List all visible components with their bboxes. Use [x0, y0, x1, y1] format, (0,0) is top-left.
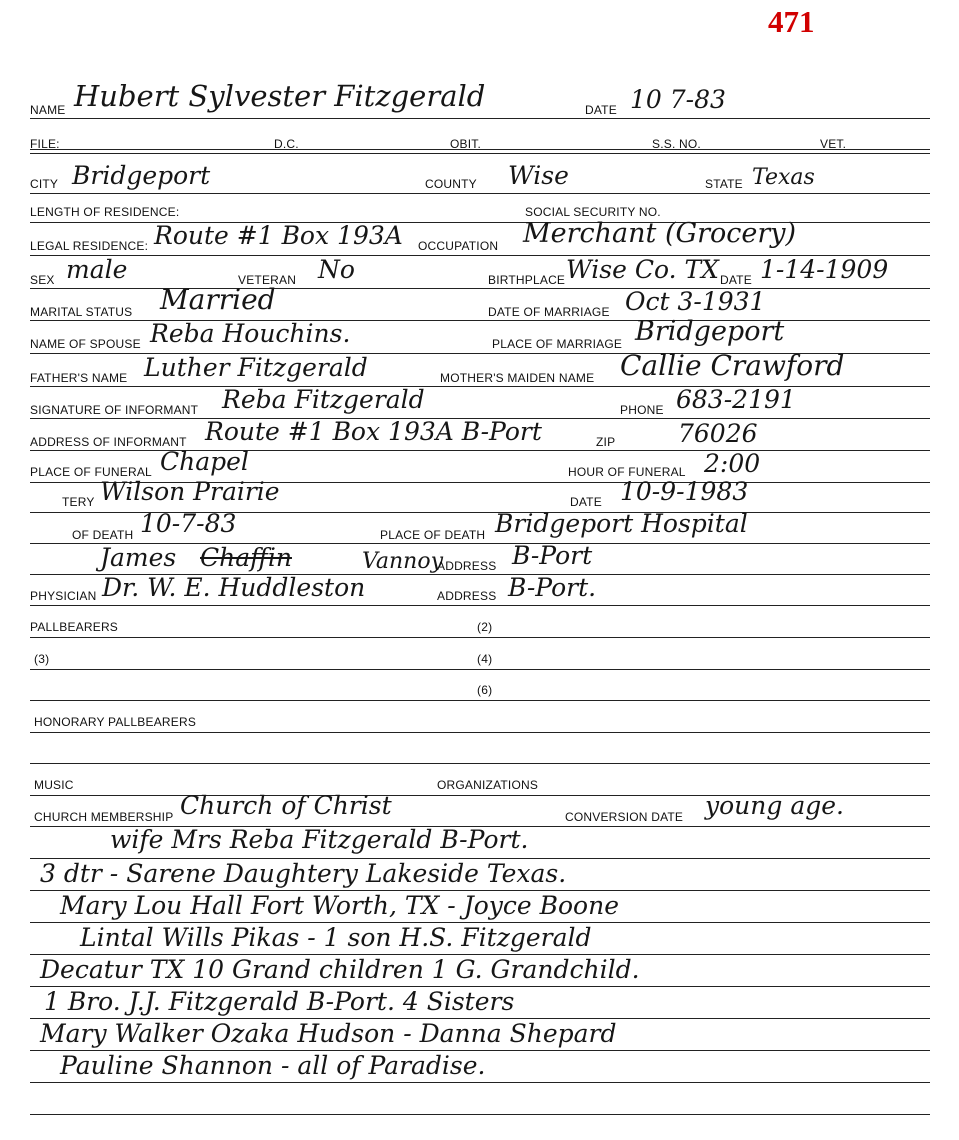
value-occupation: Merchant (Grocery) [523, 218, 797, 249]
value-mothers-maiden-name: Callie Crawford [620, 349, 845, 382]
label-signature-of-informant: SIGNATURE OF INFORMANT [30, 403, 199, 417]
value-name: Hubert Sylvester Fitzgerald [74, 79, 486, 113]
label-phone: PHONE [620, 403, 664, 417]
rule [30, 637, 930, 638]
value-hour-of-funeral: 2:00 [704, 449, 761, 478]
label-place-of-funeral: PLACE OF FUNERAL [30, 465, 152, 479]
label-address1: ADDRESS [437, 559, 497, 573]
label-sex: SEX [30, 273, 55, 287]
value-legal-residence: Route #1 Box 193A [154, 221, 403, 250]
label-pallbearers: PALLBEARERS [30, 620, 119, 634]
label-date-of-death: OF DEATH [72, 528, 134, 542]
value-sex: male [66, 255, 128, 284]
label-city: CITY [30, 177, 59, 191]
label-length-of-residence: LENGTH OF RESIDENCE: [30, 205, 180, 219]
label-zip: ZIP [596, 435, 616, 449]
label-birthplace: BIRTHPLACE [488, 273, 566, 287]
label-physician: PHYSICIAN [30, 589, 97, 603]
note-line: Lintal Wills Pikas - 1 son H.S. Fitzgerald [80, 923, 592, 952]
label-date: DATE [585, 103, 617, 117]
value-address1: B-Port [512, 541, 593, 570]
value-physician: Dr. W. E. Huddleston [102, 573, 366, 602]
label-cemetery: TERY [62, 495, 95, 509]
label-church-membership: CHURCH MEMBERSHIP [34, 810, 174, 824]
value-cemetery: Wilson Prairie [100, 477, 280, 506]
value-veteran: No [318, 255, 355, 284]
label-music: MUSIC [34, 778, 74, 792]
label-name: NAME [30, 103, 66, 117]
value-marital-status: Married [160, 283, 276, 316]
value-conversion-date: young age. [705, 791, 844, 820]
value-line-name-a: James [100, 543, 177, 572]
value-address2: B-Port. [508, 573, 597, 602]
label-county: COUNTY [425, 177, 477, 191]
value-fathers-name: Luther Fitzgerald [144, 353, 368, 382]
value-line-name-struck: Chaffin [200, 543, 292, 572]
label-dc: D.C. [274, 137, 299, 151]
label-place-of-marriage: PLACE OF MARRIAGE [492, 337, 623, 351]
note-line: 1 Bro. J.J. Fitzgerald B-Port. 4 Sisters [44, 987, 515, 1016]
label-birth-date: DATE [720, 273, 752, 287]
label-file: FILE: [30, 137, 60, 151]
value-date: 10 7-83 [630, 85, 726, 114]
value-city: Bridgeport [72, 161, 211, 190]
label-pallbearer-2: (2) [477, 620, 493, 634]
note-line: Mary Lou Hall Fort Worth, TX - Joyce Boone [60, 891, 620, 920]
value-state: Texas [752, 165, 815, 190]
double-rule [30, 149, 930, 154]
label-fathers-name: FATHER'S NAME [30, 371, 128, 385]
value-address-of-informant: Route #1 Box 193A B-Port [205, 417, 542, 446]
label-organizations: ORGANIZATIONS [437, 778, 539, 792]
value-zip: 76026 [678, 419, 758, 448]
value-line-name-b: Vannoy [362, 549, 443, 574]
value-church-membership: Church of Christ [180, 791, 392, 820]
label-pallbearer-6: (6) [477, 683, 493, 697]
label-hour-of-funeral: HOUR OF FUNERAL [568, 465, 686, 479]
label-vet: VET. [820, 137, 847, 151]
label-conversion-date: CONVERSION DATE [565, 810, 684, 824]
note-line: 3 dtr - Sarene Daughtery Lakeside Texas. [40, 859, 567, 888]
label-marital-status: MARITAL STATUS [30, 305, 133, 319]
label-place-of-death: PLACE OF DEATH [380, 528, 486, 542]
label-state: STATE [705, 177, 743, 191]
label-pallbearer-3: (3) [34, 652, 50, 666]
value-birthplace: Wise Co. TX [566, 255, 719, 284]
label-honorary-pallbearers: HONORARY PALLBEARERS [34, 715, 197, 729]
rule [30, 605, 930, 606]
note-line: wife Mrs Reba Fitzgerald B-Port. [110, 825, 529, 854]
value-date-of-marriage: Oct 3-1931 [625, 287, 766, 316]
rule [30, 669, 930, 670]
note-line: Mary Walker Ozaka Hudson - Danna Shepard [40, 1019, 617, 1048]
label-pallbearer-4: (4) [477, 652, 493, 666]
rule [30, 763, 930, 764]
value-county: Wise [508, 161, 569, 190]
label-date-of-marriage: DATE OF MARRIAGE [488, 305, 610, 319]
label-occupation: OCCUPATION [418, 239, 499, 253]
rule [30, 732, 930, 733]
value-signature-of-informant: Reba Fitzgerald [222, 385, 425, 414]
value-birth-date: 1-14-1909 [760, 255, 889, 284]
label-obit: OBIT. [450, 137, 482, 151]
label-mothers-maiden-name: MOTHER'S MAIDEN NAME [440, 371, 595, 385]
label-name-of-spouse: NAME OF SPOUSE [30, 337, 141, 351]
label-address2: ADDRESS [437, 589, 497, 603]
rule [30, 700, 930, 701]
rule [30, 118, 930, 119]
value-cemetery-date: 10-9-1983 [620, 477, 749, 506]
rule [30, 1082, 930, 1083]
rule [30, 1114, 930, 1115]
label-ssno: S.S. NO. [652, 137, 701, 151]
label-cemetery-date: DATE [570, 495, 602, 509]
value-place-of-marriage: Bridgeport [635, 316, 785, 347]
value-place-of-death: Bridgeport Hospital [495, 509, 748, 538]
value-date-of-death: 10-7-83 [140, 509, 237, 538]
note-line: Decatur TX 10 Grand children 1 G. Grandchild. [40, 955, 640, 984]
label-veteran: VETERAN [238, 273, 297, 287]
label-legal-residence: LEGAL RESIDENCE: [30, 239, 149, 253]
value-place-of-funeral: Chapel [160, 447, 249, 476]
page-number: 471 [768, 4, 815, 39]
rule [30, 193, 930, 194]
value-phone: 683-2191 [676, 385, 796, 414]
label-address-of-informant: ADDRESS OF INFORMANT [30, 435, 187, 449]
label-social-security-no: SOCIAL SECURITY NO. [525, 205, 661, 219]
value-name-of-spouse: Reba Houchins. [150, 319, 351, 348]
note-line: Pauline Shannon - all of Paradise. [60, 1051, 486, 1080]
